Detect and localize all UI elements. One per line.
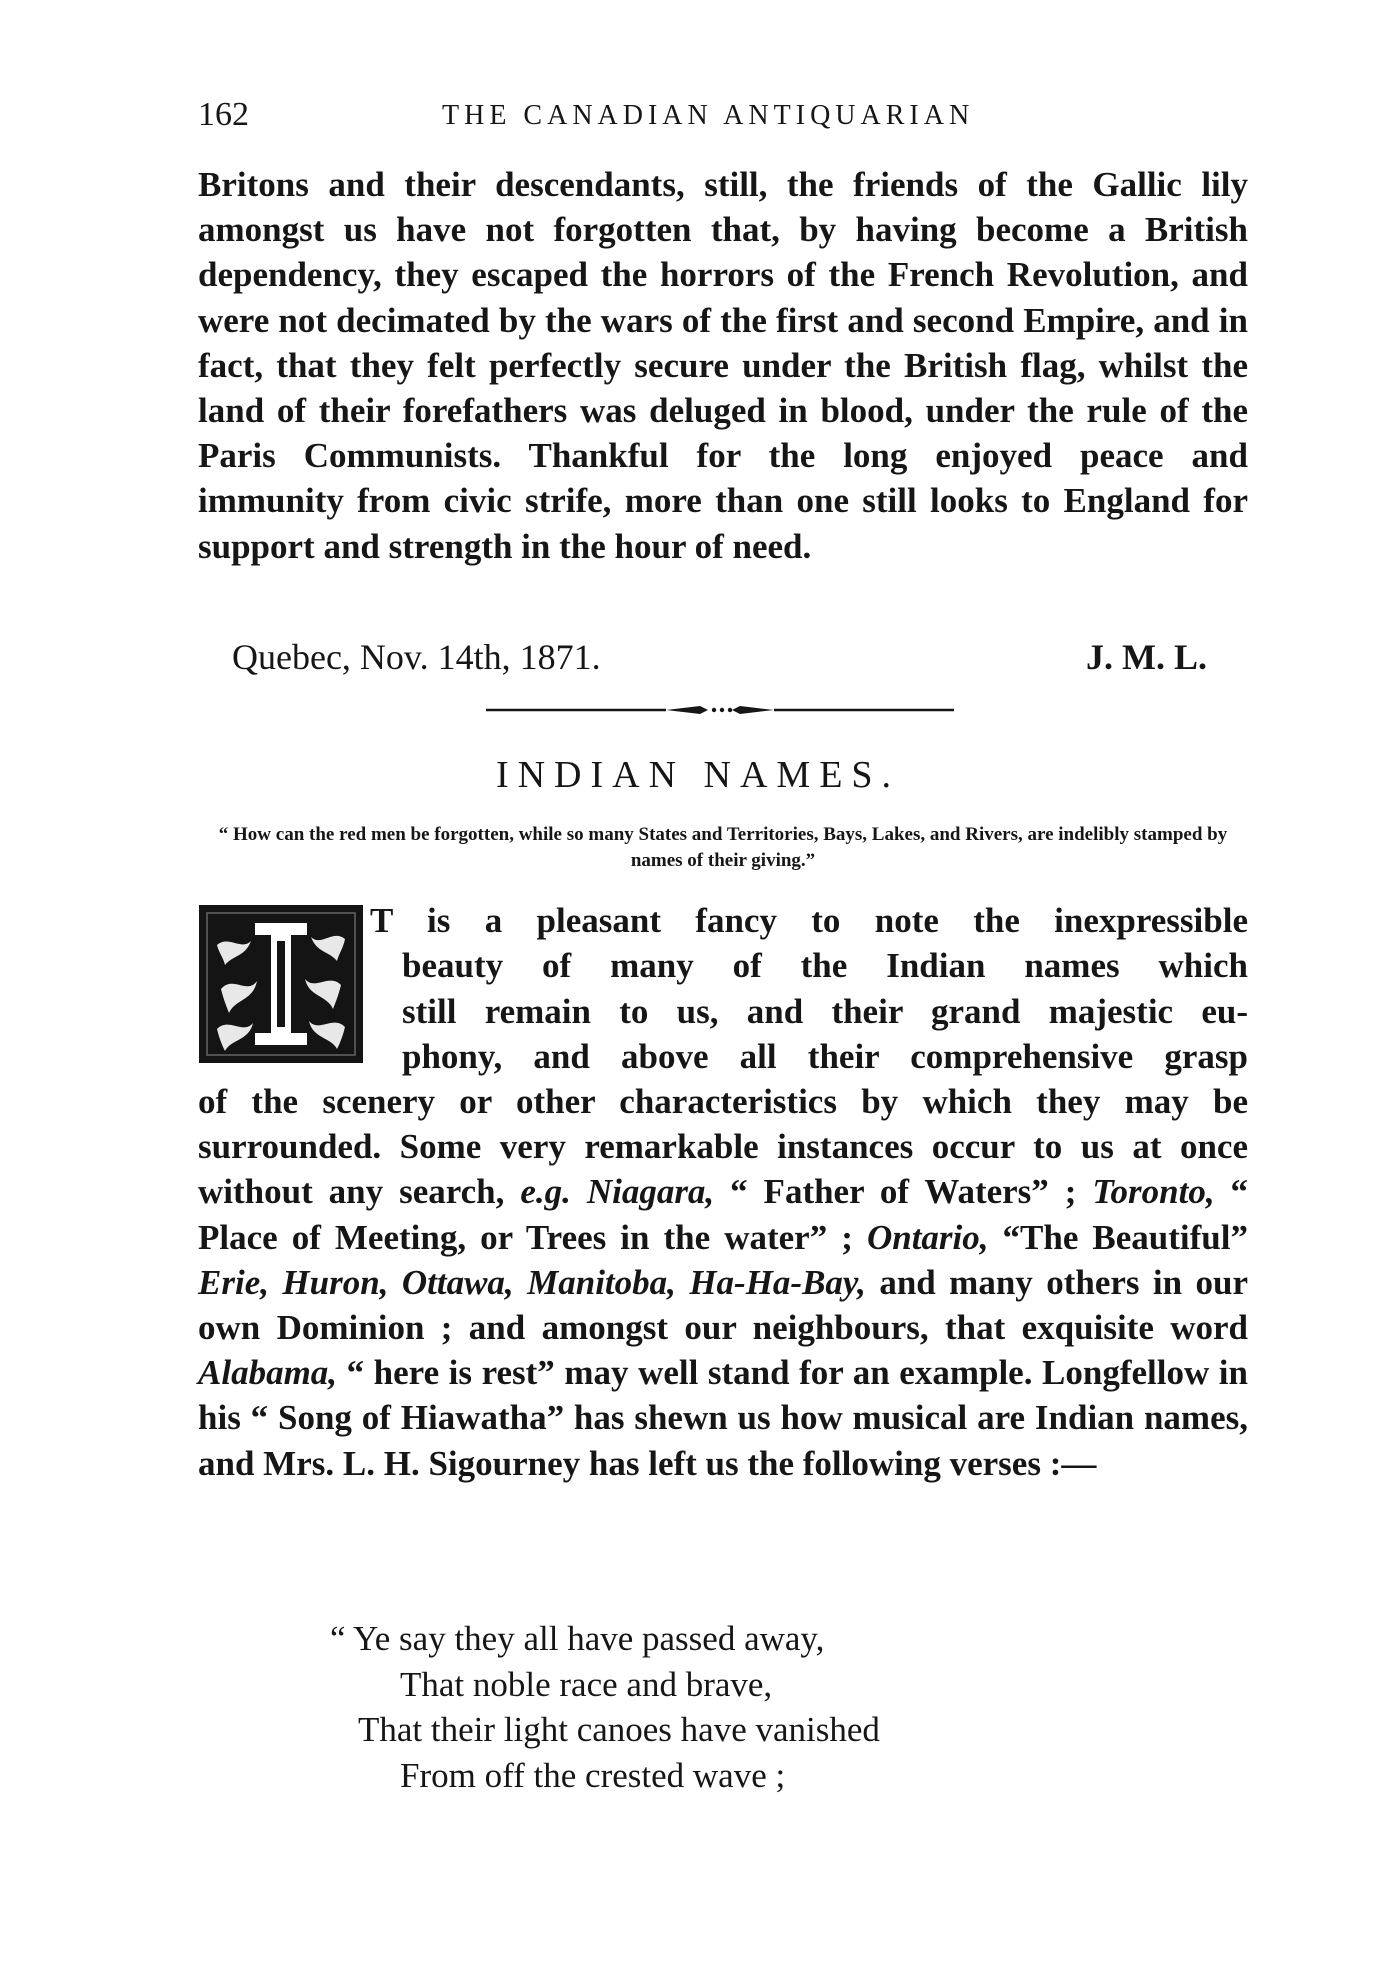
- epigraph: “ How can the red men be forgotten, while so many States and Territories, Bays, Lakes, and Rivers, are indelibly stamped by names of their giving.”: [218, 824, 1228, 871]
- section-title: INDIAN NAMES.: [495, 754, 901, 796]
- place-name-alabama: Alabama,: [198, 1353, 338, 1393]
- body-text: [514, 1263, 527, 1302]
- place-name-ottawa: Ottawa,: [401, 1262, 514, 1302]
- poem-line-1: “ Ye say they all have passed away,: [330, 1619, 825, 1658]
- body-text: “ Father of Waters” ;: [714, 1172, 1093, 1212]
- signoff-initials: J. M. L.: [1086, 637, 1207, 677]
- ornamental-drop-cap: [199, 905, 363, 1063]
- opening-line-3: still remain to us, and their grand majestic eu-: [402, 992, 1248, 1031]
- place-name-niagara: Niagara,: [586, 1172, 715, 1212]
- body-text: and many others in our own Dominion ; and amongst our neighbours, that exquisite word: [198, 1262, 1249, 1348]
- body-text: “The Beautiful”: [988, 1217, 1248, 1257]
- journal-title: THE CANADIAN ANTIQUARIAN: [442, 100, 975, 131]
- place-name-ontario: Ontario,: [866, 1217, 989, 1257]
- body-text: of the scenery or other characteristics by which they may be surrounded. Some very remarkable instances occur to us at once without any search,: [198, 1082, 1248, 1212]
- paragraph-2: [198, 1079, 1248, 1486]
- paragraph-1: Britons and their descendants, still, the friends of the Gallic lily amongst us have not forgotten that, by having become a British dependency, they escaped the horrors of the French Revolution, and were not decimated by the wars of the first and second Empire, and in fact, that they felt perfectly secure under the British flag, whilst the land of their forefathers was deluged in blood, under the rule of the Paris Communists. Thankful for the long enjoyed peace and immunity from civic strife, more than one still looks to England for support and strength in the hour of need.: [198, 165, 1248, 566]
- signoff: [232, 636, 1207, 684]
- opening-line-1: T is a pleasant fancy to note the inexpressible: [370, 901, 1248, 940]
- place-name-manitoba: Manitoba,: [527, 1262, 676, 1302]
- body-text: “ here is rest” may well stand for an example. Longfellow in his “ Song of Hiawatha” has shewn us how musical are Indian names, and Mrs. L. H. Sigourney has left us the following verses :—: [198, 1353, 1248, 1483]
- poem-line-2: That noble race and brave,: [400, 1664, 773, 1704]
- page-number: 162: [198, 96, 249, 133]
- section-rule-ornament: [486, 700, 954, 720]
- place-name-huron: Huron,: [282, 1262, 389, 1302]
- place-name-erie: Erie,: [198, 1262, 269, 1302]
- running-head: [198, 96, 1248, 136]
- place-name-toronto: Toronto,: [1092, 1172, 1215, 1212]
- italic-eg: e.g.: [520, 1172, 571, 1212]
- body-text: [676, 1263, 689, 1302]
- body-text: “ Place of Meeting, or Trees in the water” ;: [198, 1172, 1249, 1257]
- poem-line-4: From off the crested wave ;: [400, 1755, 786, 1795]
- opening-line-2: beauty of many of the Indian names which: [402, 946, 1248, 985]
- poem-line-3: That their light canoes have vanished: [358, 1710, 880, 1749]
- body-text: [571, 1172, 587, 1211]
- poem-verse: [330, 1616, 1130, 1798]
- body-text: [388, 1263, 401, 1302]
- signoff-place-date: Quebec, Nov. 14th, 1871.: [232, 637, 601, 677]
- body-text: [269, 1263, 282, 1302]
- place-name-ha-ha-bay: Ha-Ha-Bay,: [689, 1262, 866, 1302]
- opening-line-4: phony, and above all their comprehensive grasp: [402, 1037, 1248, 1076]
